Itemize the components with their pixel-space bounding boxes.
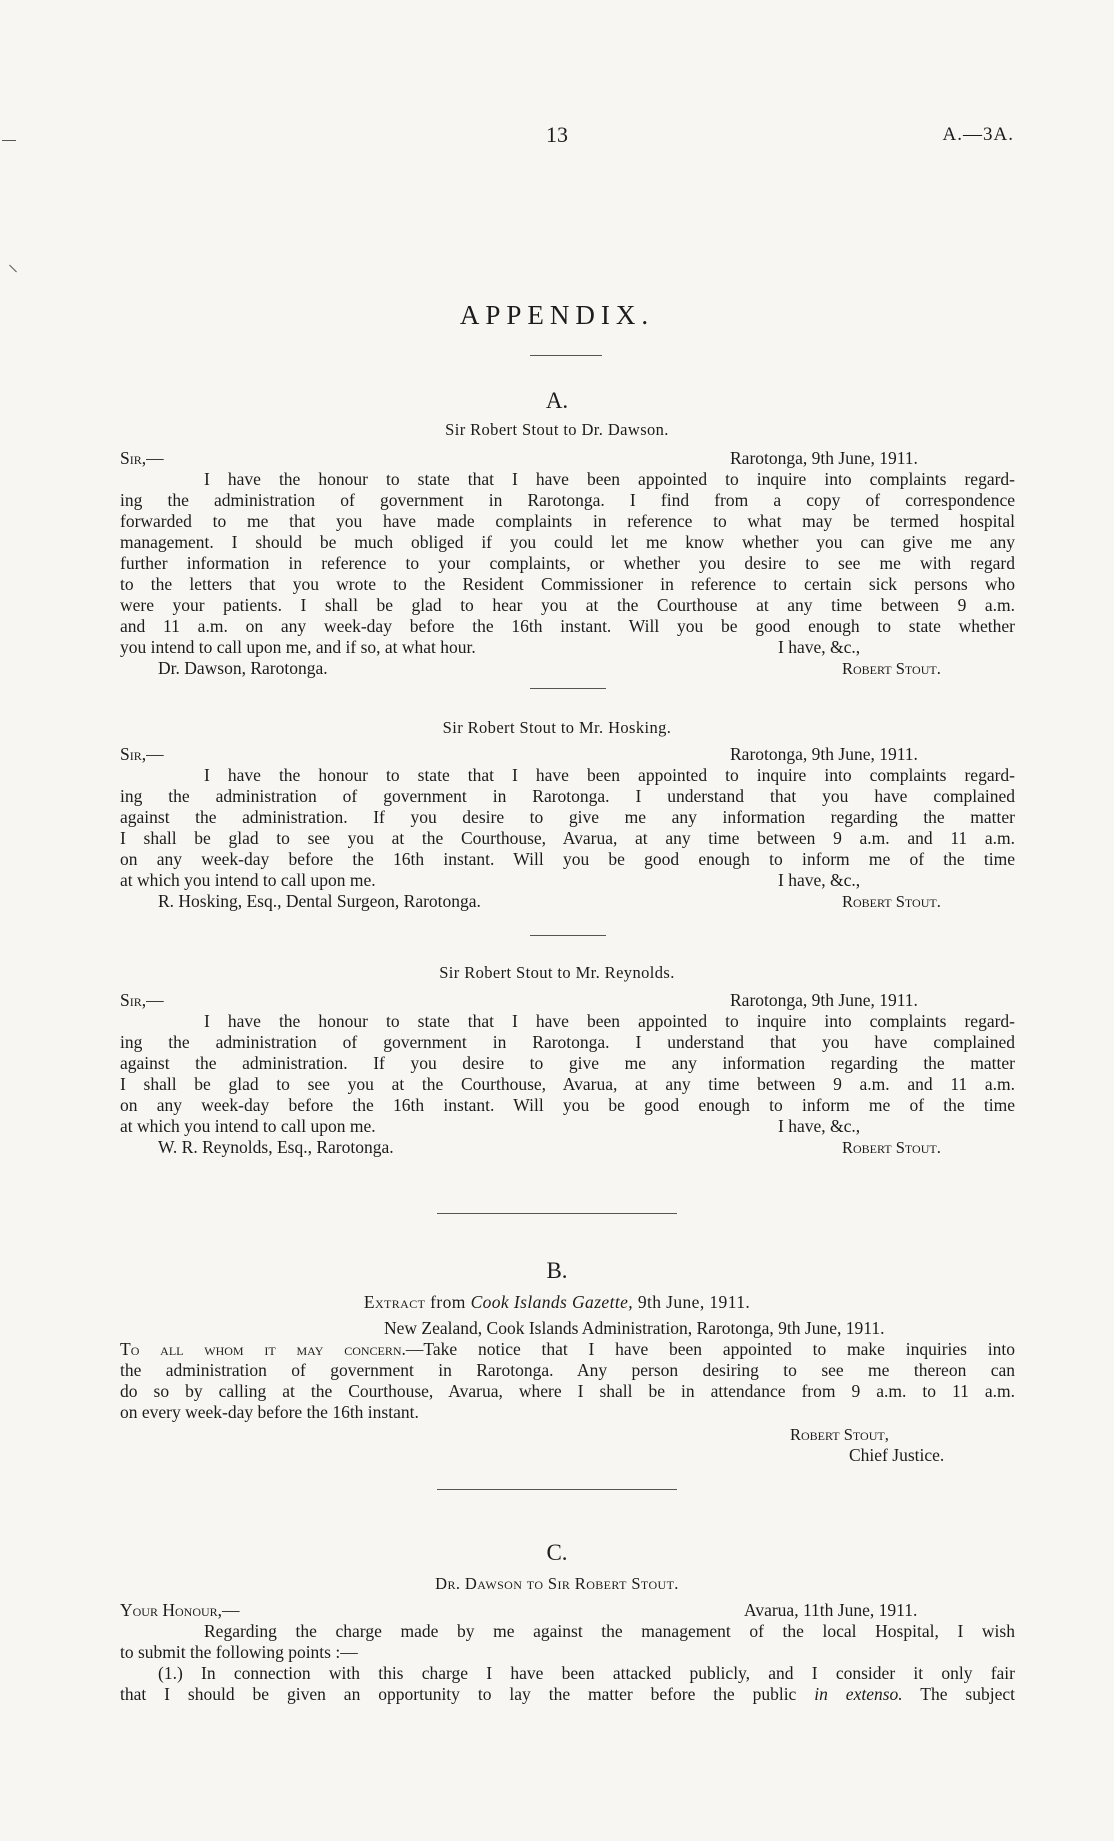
- section-c-line: [120, 1684, 1015, 1705]
- section-b-address-lead: To all whom it may concern.: [120, 1339, 406, 1359]
- letter2-last-line: at which you intend to call upon me.: [120, 870, 376, 890]
- section-c-place-date: Avarua, 11th June, 1911.: [744, 1600, 918, 1620]
- letter1-place-date: Rarotonga, 9th June, 1911.: [730, 448, 918, 468]
- section-b-heading-from: from: [430, 1292, 466, 1312]
- section-b-first-line: [120, 1339, 1015, 1360]
- letter3-signature: Robert Stout.: [842, 1138, 941, 1157]
- letter1-last-line: you intend to call upon me, and if so, at what hour.: [120, 637, 476, 657]
- letter3-heading: [0, 963, 1114, 983]
- section-b-line: do so by calling at the Courthouse, Avarua, where I shall be in attendance from 9 a.m. to 11 a.m.: [120, 1381, 1015, 1401]
- letter1-heading-text: Sir Robert Stout to Dr. Dawson.: [445, 420, 669, 439]
- section-c-salutation: Your Honour,—: [120, 1600, 240, 1620]
- letter1-line: and 11 a.m. on any week-day before the 16th instant. Will you be good enough to state whether: [120, 616, 1015, 636]
- letter2-salutation: Sir,—: [120, 744, 164, 764]
- letter2-addressee: R. Hosking, Esq., Dental Surgeon, Rarotonga.: [158, 891, 481, 911]
- letter1-line: to the letters that you wrote to the Resident Commissioner in reference to certain sick persons who: [120, 574, 1015, 594]
- letter2-signature: Robert Stout.: [842, 892, 941, 911]
- letter3-line: I have the honour to state that I have been appointed to inquire into complaints regard-: [204, 1011, 1015, 1031]
- letter1-signature: Robert Stout.: [842, 659, 941, 678]
- section-b-signature: Robert Stout,: [790, 1425, 889, 1444]
- letter3-closing: I have, &c.,: [778, 1116, 861, 1136]
- section-c-letter: C.: [546, 1540, 568, 1565]
- section-b-last-line: on every week-day before the 16th instant.: [120, 1402, 419, 1422]
- scan-mark: [9, 265, 17, 273]
- letter1-salutation: Sir,—: [120, 448, 164, 468]
- letter2-heading: [0, 718, 1114, 738]
- letter2-line: ing the administration of government in Rarotonga. I understand that you have complained: [120, 786, 1015, 806]
- letter1-heading: [0, 420, 1114, 440]
- document-reference: A.—3A.: [942, 124, 1014, 145]
- letter3-heading-text: Sir Robert Stout to Mr. Reynolds.: [439, 963, 675, 982]
- letter3-last-line: at which you intend to call upon me.: [120, 1116, 376, 1136]
- letter3-line: against the administration. If you desire to give me any information regarding the matter: [120, 1053, 1015, 1073]
- section-b-signature-title: Chief Justice.: [849, 1445, 945, 1465]
- letter3-place-date: Rarotonga, 9th June, 1911.: [730, 990, 918, 1010]
- section-c-line4-italic: in extenso.: [814, 1684, 903, 1704]
- section-c-line: Regarding the charge made by me against the management of the local Hospital, I wish: [204, 1621, 1015, 1641]
- letter1-line: forwarded to me that you have made complaints in reference to what may be termed hospital: [120, 511, 1015, 531]
- letter2-line: on any week-day before the 16th instant. Will you be good enough to inform me of the time: [120, 849, 1015, 869]
- letter3-line: I shall be glad to see you at the Courthouse, Avarua, at any time between 9 a.m. and 11 a.m.: [120, 1074, 1015, 1094]
- section-c-line4-before: that I should be given an opportunity to lay the matter before the public: [120, 1684, 797, 1704]
- letter2-line: I shall be glad to see you at the Courthouse, Avarua, at any time between 9 a.m. and 11 a.m.: [120, 828, 1015, 848]
- letter2-line: against the administration. If you desire to give me any information regarding the matter: [120, 807, 1015, 827]
- letter2-closing: I have, &c.,: [778, 870, 861, 890]
- divider: [530, 935, 606, 936]
- section-b-first-line-rest: —Take notice that I have been appointed to make inquiries into: [405, 1339, 1015, 1359]
- letter1-closing: I have, &c.,: [778, 637, 861, 657]
- letter1-line: ing the administration of government in Rarotonga. I find from a copy of correspondence: [120, 490, 1015, 510]
- letter1-line: I have the honour to state that I have been appointed to inquire into complaints regard-: [204, 469, 1015, 489]
- letter3-line: ing the administration of government in Rarotonga. I understand that you have complained: [120, 1032, 1015, 1052]
- section-c-line: (1.) In connection with this charge I have been attacked publicly, and I consider it only fair: [158, 1663, 1015, 1683]
- section-b-letter: B.: [546, 1258, 568, 1283]
- letter3-salutation: Sir,—: [120, 990, 164, 1010]
- letter3-line: on any week-day before the 16th instant. Will you be good enough to inform me of the time: [120, 1095, 1015, 1115]
- section-b-heading-prefix: Extract: [363, 1292, 426, 1312]
- section-b-heading: [0, 1292, 1114, 1313]
- section-b-line: the administration of government in Rarotonga. Any person desiring to see me thereon can: [120, 1360, 1015, 1380]
- section-a-letter: A.: [545, 388, 569, 413]
- page-number: 13: [546, 122, 568, 147]
- divider: [530, 355, 602, 356]
- letter1-line: were your patients. I shall be glad to hear you at the Courthouse at any time between 9 a.m.: [120, 595, 1015, 615]
- section-b-heading-source: Cook Islands Gazette,: [470, 1292, 634, 1312]
- divider: [530, 688, 606, 689]
- section-b-heading-date: 9th June, 1911.: [637, 1292, 751, 1312]
- letter2-line: I have the honour to state that I have been appointed to inquire into complaints regard-: [204, 765, 1015, 785]
- divider: [437, 1213, 677, 1214]
- appendix-title: APPENDIX.: [459, 300, 655, 330]
- section-c-line: to submit the following points :—: [120, 1642, 358, 1662]
- letter1-line: further information in reference to your complaints, or whether you desire to see me with regard: [120, 553, 1015, 573]
- letter2-place-date: Rarotonga, 9th June, 1911.: [730, 744, 918, 764]
- section-b-place-date: New Zealand, Cook Islands Administration, Rarotonga, 9th June, 1911.: [384, 1318, 885, 1338]
- letter1-line: management. I should be much obliged if you could let me know whether you can give me any: [120, 532, 1015, 552]
- scan-mark: [2, 140, 16, 141]
- divider: [437, 1489, 677, 1490]
- letter2-heading-text: Sir Robert Stout to Mr. Hosking.: [442, 718, 672, 737]
- section-c-heading: Dr. Dawson to Sir Robert Stout.: [435, 1574, 679, 1593]
- letter1-addressee: Dr. Dawson, Rarotonga.: [158, 658, 328, 678]
- letter3-addressee: W. R. Reynolds, Esq., Rarotonga.: [158, 1137, 394, 1157]
- section-c-line4-after: The subject: [920, 1684, 1016, 1704]
